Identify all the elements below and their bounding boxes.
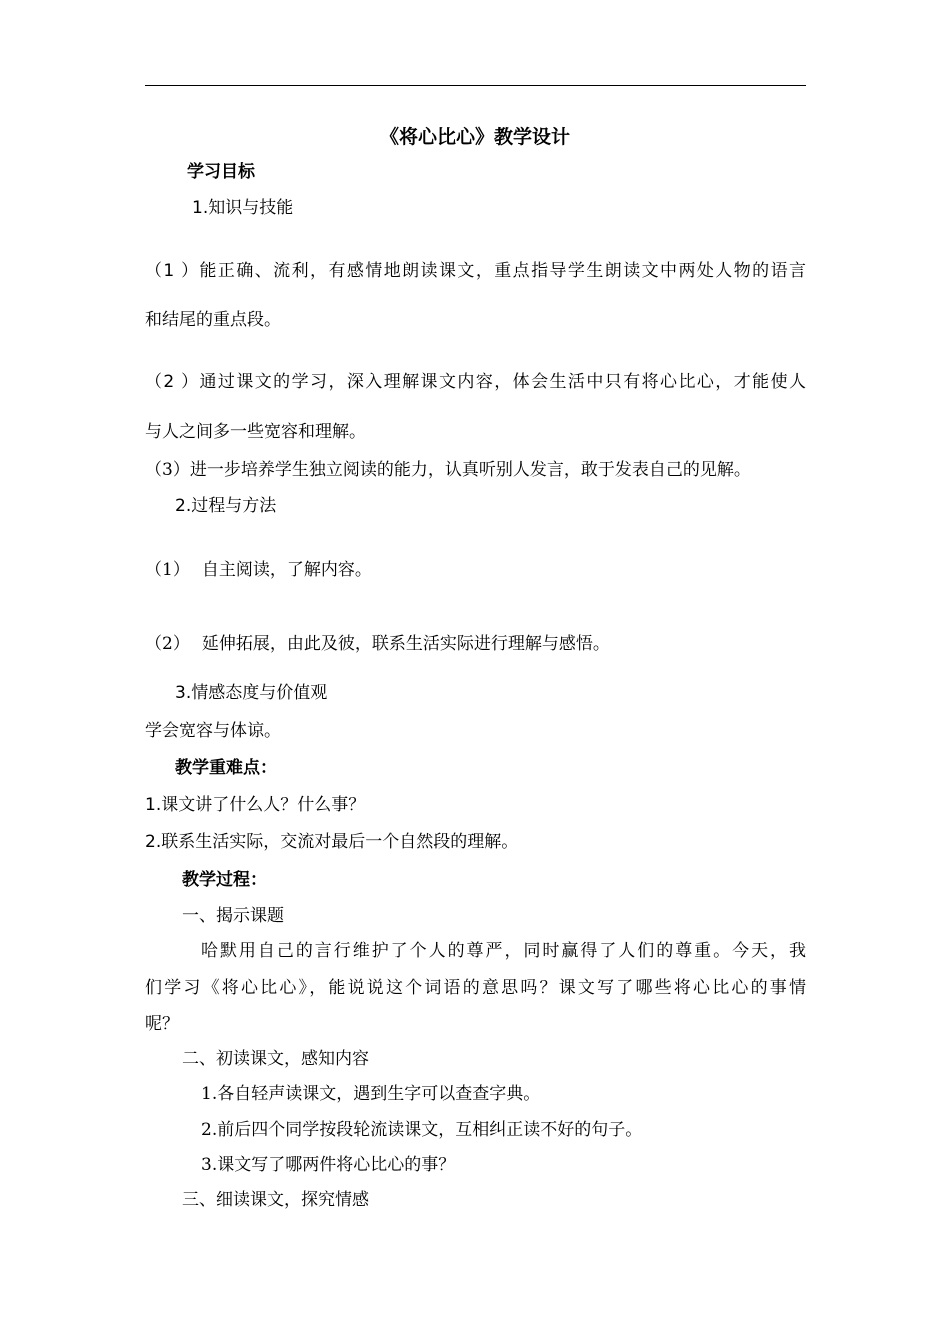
method-2-text: 延伸拓展，由此及彼，联系生活实际进行理解与感悟。 (201, 634, 610, 654)
intro-line-1: 哈默用自己的言行维护了个人的尊严，同时赢得了人们的尊重。今天，我 (201, 941, 806, 961)
method-1-number: （1） (145, 560, 190, 580)
keypoint-1 (145, 794, 365, 816)
section-2-heading: 二、初读课文，感知内容 (182, 1049, 369, 1069)
keypoint-2-number: 2. (145, 832, 162, 852)
section-3-heading: 三、细读课文，探究情感 (182, 1190, 369, 1210)
intro-line-2: 们学习《将心比心》，能说说这个词语的意思吗？课文写了哪些将心比心的事情 (145, 978, 806, 998)
keypoints-heading: 教学重难点： (175, 758, 277, 778)
objective-1-line-1 (145, 260, 806, 282)
objective-2-line-2: 与人之间多一些宽容和理解。 (145, 422, 366, 442)
read-step-3: 3.课文写了哪两件将心比心的事？ (201, 1155, 456, 1175)
process-heading-text: 过程与方法 (191, 496, 277, 516)
method-2 (145, 633, 610, 655)
knowledge-heading-number: 1. (192, 198, 209, 218)
attitude-heading-text: 情感态度与价值观 (191, 683, 328, 703)
knowledge-heading (192, 197, 293, 219)
method-1 (145, 559, 372, 581)
objective-3-text: 进一步培养学生独立阅读的能力，认真听别人发言，敢于发表自己的见解。 (189, 460, 751, 480)
knowledge-heading-text: 知识与技能 (208, 198, 294, 218)
objective-3-number: （3） (145, 460, 190, 480)
teaching-heading: 教学过程： (182, 870, 267, 890)
objectives-heading: 学习目标 (187, 162, 255, 182)
objective-2-text: 通过课文的学习，深入理解课文内容，体会生活中只有将心比心，才能使人 (199, 372, 806, 392)
read-step-1: 1.各自轻声读课文，遇到生字可以查查字典。 (201, 1084, 541, 1104)
objective-2-number: （2 ） (145, 372, 200, 392)
attitude-heading-number: 3. (175, 683, 192, 703)
method-2-number: （2） (145, 634, 190, 654)
section-1-heading: 一、揭示课题 (182, 906, 284, 926)
objective-1-line-2: 和结尾的重点段。 (145, 310, 281, 330)
keypoint-1-text: 课文讲了什么人？什么事？ (161, 795, 366, 815)
method-1-text: 自主阅读，了解内容。 (201, 560, 372, 580)
objective-1-number: （1 ） (145, 261, 200, 281)
document-title: 《将心比心》教学设计 (379, 126, 570, 148)
intro-line-3: 呢？ (145, 1014, 179, 1034)
keypoint-2 (145, 831, 518, 853)
attitude-text: 学会宽容与体谅。 (145, 721, 281, 741)
attitude-heading (175, 682, 327, 704)
objective-2-line-1 (145, 371, 806, 393)
keypoint-1-number: 1. (145, 795, 162, 815)
header-rule (145, 85, 806, 86)
keypoint-2-text: 联系生活实际，交流对最后一个自然段的理解。 (161, 832, 519, 852)
objective-3 (145, 459, 751, 481)
process-heading-number: 2. (175, 496, 192, 516)
objective-1-text: 能正确、流利，有感情地朗读课文，重点指导学生朗读文中两处人物的语言 (199, 261, 806, 281)
process-heading (175, 495, 276, 517)
read-step-2: 2.前后四个同学按段轮流读课文，互相纠正读不好的句子。 (201, 1120, 643, 1140)
